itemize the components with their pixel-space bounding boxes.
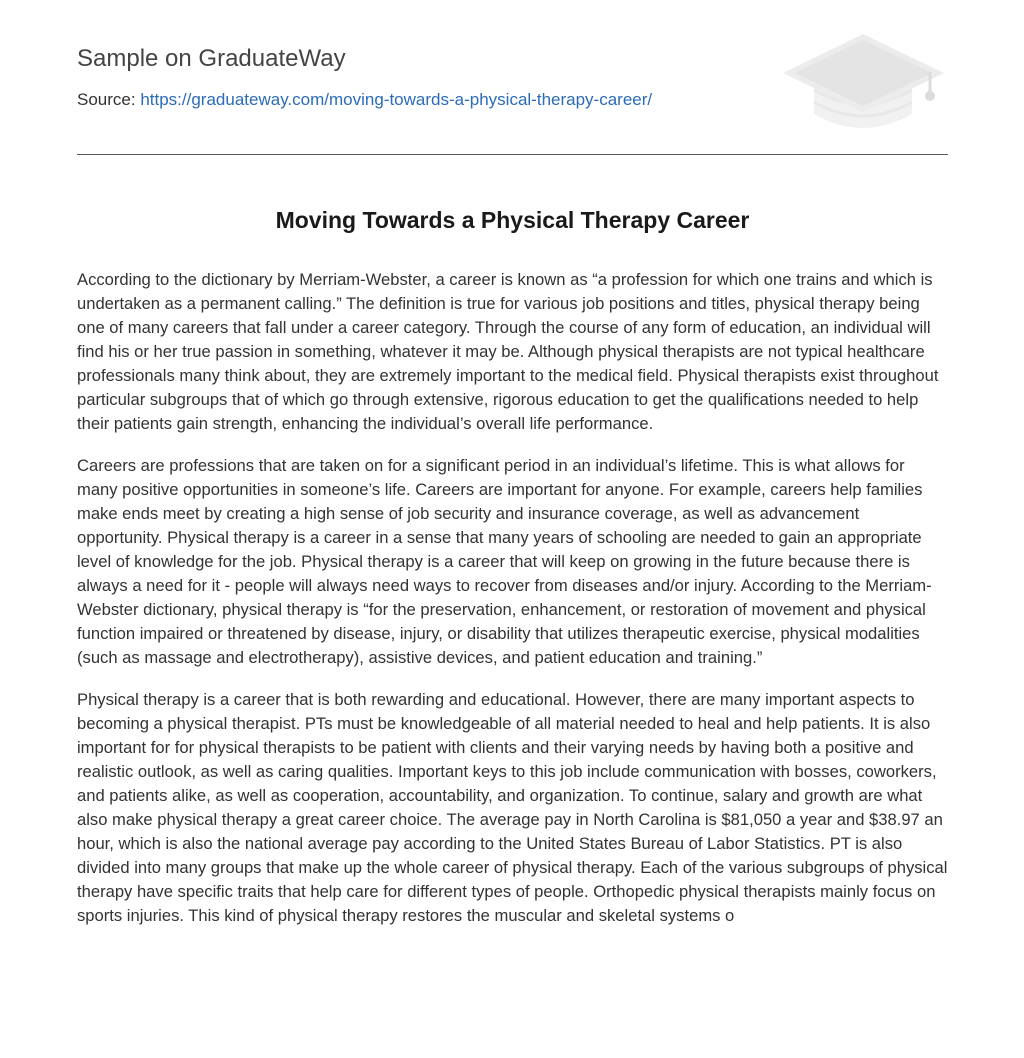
document-title: Moving Towards a Physical Therapy Career bbox=[275, 207, 750, 233]
source-label: Source: bbox=[77, 90, 136, 109]
paragraph: According to the dictionary by Merriam-Webster, a career is known as “a profession for which one trains and which is undertaken as a permanent calling.” The definition is true for various job positions and titles, physical therapy being one of many careers that fall under a career category. Through the course of any form of education, an individual will find his or her true passion in something, whatever it may be. Although physical therapists are not typical healthcare professionals many think about, they are extremely important to the medical field. Physical therapists exist throughout particular subgroups that of which go through extensive, rigorous education to get the qualifications needed to help their patients gain strength, enhancing the individual’s overall life performance. bbox=[77, 270, 939, 433]
paragraph: Physical therapy is a career that is both rewarding and educational. However, there are many important aspects to becoming a physical therapist. PTs must be knowledgeable of all material needed to heal and help patients. It is also important for for physical therapists to be patient with clients and their varying needs by having both a positive and realistic outlook, as well as caring qualities. Important keys to this job include communication with bosses, coworkers, and patients alike, as well as cooperation, accountability, and organization. To continue, salary and growth are what also make physical therapy a great career choice. The average pay in North Carolina is $81,050 a year and $38.97 an hour, which is also the national average pay according to the United States Bureau of Labor Statistics. PT is also divided into many groups that make up the whole career of physical therapy. Each of the various subgroups of physical therapy have specific traits that help care for different types of people. Orthopedic physical therapists mainly focus on sports injuries. This kind of physical therapy restores the muscular and skeletal systems o bbox=[77, 690, 948, 925]
graduation-cap-icon bbox=[780, 30, 946, 132]
header-divider bbox=[77, 154, 948, 155]
source-line bbox=[77, 89, 652, 111]
document-body bbox=[77, 268, 948, 946]
source-link[interactable]: https://graduateway.com/moving-towards-a-physical-therapy-career/ bbox=[140, 90, 653, 109]
site-title: Sample on GraduateWay bbox=[77, 45, 346, 72]
paragraph: Careers are professions that are taken on for a significant period in an individual’s lifetime. This is what allows for many positive opportunities in someone’s life. Careers are important for anyone. For example, careers help families make ends meet by creating a high sense of job security and insurance coverage, as well as advancement opportunity. Physical therapy is a career in a sense that many years of schooling are needed to gain an appropriate level of knowledge for the job. Physical therapy is a career that will keep on growing in the future because there is always a need for it - people will always need ways to recover from diseases and/or injury. According to the Merriam-Webster dictionary, physical therapy is “for the preservation, enhancement, or restoration of movement and physical function impaired or threatened by disease, injury, or disability that utilizes therapeutic exercise, physical modalities (such as massage and electrotherapy), assistive devices, and patient education and training.” bbox=[77, 456, 932, 667]
